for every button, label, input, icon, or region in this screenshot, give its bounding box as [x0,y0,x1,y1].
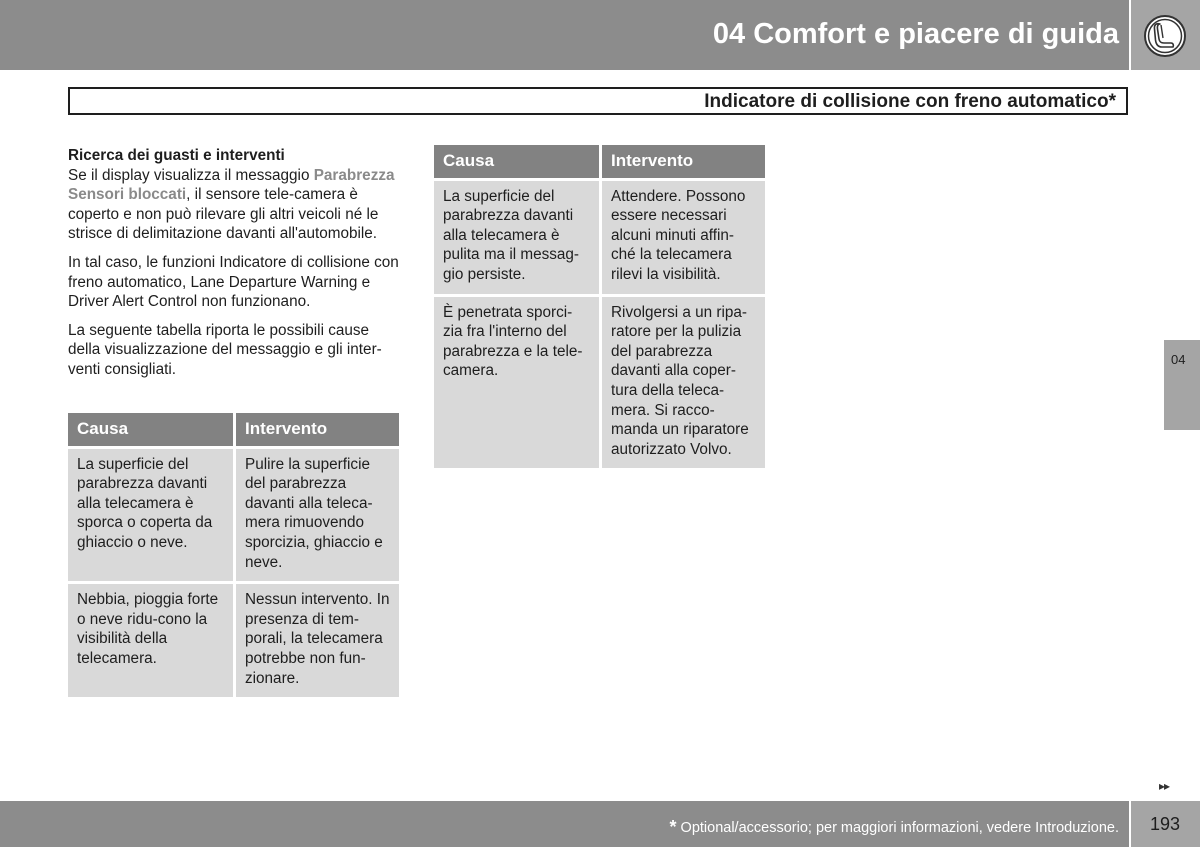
table-cell-cause: Nebbia, pioggia forte o neve ridu-cono la visibilità della telecamera. [68,583,235,699]
table-row [68,583,399,699]
table-cell-action: Nessun intervento. In presenza di tem-porali, la telecamera potrebbe non fun-zionare. [235,583,400,699]
table-header-action: Intervento [235,413,400,447]
chapter-title: 04 Comfort e piacere di guida [712,18,1119,50]
chapter-side-tab[interactable] [1164,340,1200,430]
table-header-row [434,145,765,179]
cause-action-table-1 [68,413,399,700]
car-seat-icon [1143,14,1187,58]
display-message: Parabrezza Sensori bloccati [68,166,395,204]
intro-p1-before: Se il display visualizza il messaggio [68,166,314,184]
footer-bar [0,801,1129,847]
chapter-header-bar [0,0,1129,70]
table-row [68,447,399,583]
section-title: Indicatore di collisione con freno automatico* [704,91,1116,112]
chapter-side-tab-label: 04 [1171,352,1186,367]
chapter-icon-box [1131,0,1200,70]
cause-action-table-2 [434,145,765,471]
table-cell-cause: È penetrata sporci-zia fra l'interno del parabrezza e la tele-camera. [434,295,601,470]
table-header-cause: Causa [434,145,601,179]
intro-paragraph-1 [68,166,400,244]
intro-paragraph-2: In tal caso, le funzioni Indicatore di collisione con freno automatico, Lane Departure Warning e Driver Alert Control non funzionano. [68,253,399,311]
table-cell-action: Attendere. Possono essere necessari alcuni minuti affin-ché la telecamera rilevi la visibilità. [601,179,766,295]
footnote [670,817,1120,838]
intro-paragraph-3: La seguente tabella riporta le possibili cause della visualizzazione del messaggio e gli inter-venti consigliati. [68,321,382,378]
table-row [434,179,765,295]
table-cell-cause: La superficie del parabrezza davanti alla telecamera è pulita ma il messag-gio persiste. [434,179,601,295]
table-header-action: Intervento [601,145,766,179]
page-number: 193 [1150,814,1181,834]
table-cell-cause: La superficie del parabrezza davanti alla telecamera è sporca o coperta da ghiaccio o neve. [68,447,235,583]
section-title-box [68,87,1128,115]
footnote-star: * [669,817,677,837]
troubleshooting-heading: Ricerca dei guasti e interventi [68,147,285,164]
table-header-cause: Causa [68,413,235,447]
intro-text-column [68,146,400,389]
table-header-row [68,413,399,447]
table-row [434,295,765,470]
intro-p1-after: , il sensore tele-camera è coperto e non può rilevare gli altri veicoli né le strisce di delimitazione davanti all'automobile. [68,186,379,243]
continue-arrows-icon: ▸▸ [1159,779,1170,793]
footnote-text: Optional/accessorio; per maggiori informazioni, vedere Introduzione. [680,820,1119,836]
table-cell-action: Pulire la superficie del parabrezza davanti alla teleca-mera rimuovendo sporcizia, ghiaccio e neve. [235,447,400,583]
page-number-box [1131,801,1200,847]
table-cell-action: Rivolgersi a un ripa-ratore per la pulizia del parabrezza davanti alla coper-tura della teleca-mera. Si racco-manda un riparatore autorizzato Volvo. [601,295,766,470]
